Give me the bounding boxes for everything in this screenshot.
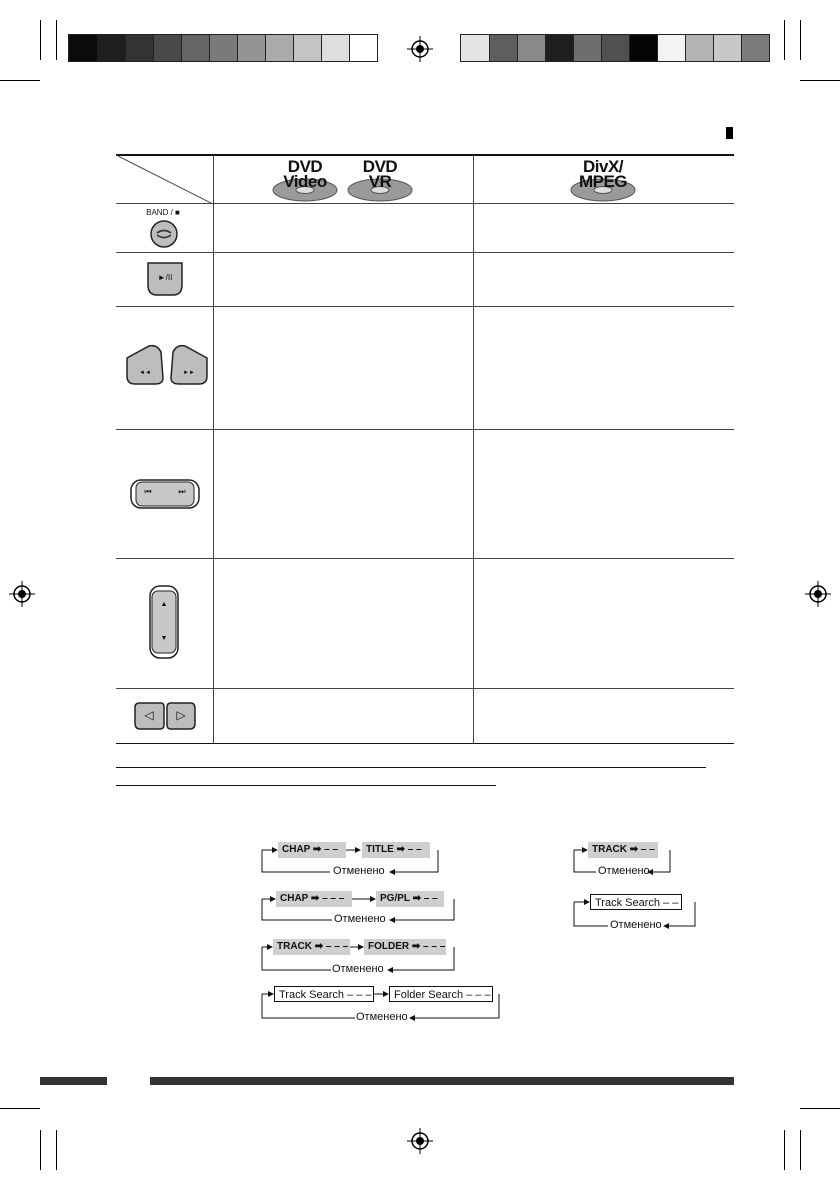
flow3-cancel-label: Отменено bbox=[332, 963, 384, 975]
dvd-video-line1: DVD bbox=[287, 157, 323, 176]
rew-label: ◄◄ bbox=[139, 370, 151, 376]
flow2-pgpl-chip: PG/PL ➡ – – bbox=[376, 891, 444, 907]
dvd-video-line2: Video bbox=[283, 172, 327, 191]
flow6-cancel-label: Отменено bbox=[610, 919, 662, 931]
flow4-track-search-chip: Track Search – – – bbox=[274, 986, 374, 1002]
flow2-chap-chip: CHAP ➡ – – – bbox=[276, 891, 352, 907]
flow4-cancel-label: Отменено bbox=[356, 1011, 408, 1023]
flow6-track-search-chip: Track Search – – bbox=[590, 894, 682, 910]
ff-label: ►► bbox=[183, 370, 195, 376]
flow1-chap-chip: CHAP ➡ – – bbox=[278, 842, 346, 858]
flow2-cancel-label: Отменено bbox=[334, 913, 386, 925]
flow1-cancel-label: Отменено bbox=[333, 865, 385, 877]
flow1-title-chip: TITLE ➡ – – bbox=[362, 842, 430, 858]
play-pause-label: ►/II bbox=[157, 273, 173, 282]
down-label: ▼ bbox=[160, 635, 168, 642]
band-stop-label: BAND / ■ bbox=[146, 208, 180, 217]
dvd-vr-line2: VR bbox=[368, 172, 392, 191]
footer-main-bar bbox=[150, 1077, 734, 1085]
dvd-vr-line1: DVD bbox=[362, 157, 398, 176]
footer-left-bar bbox=[40, 1077, 107, 1085]
next-label: ⏭ bbox=[178, 487, 186, 496]
flow5-cancel-label: Отменено bbox=[598, 865, 650, 877]
flow4-folder-search-chip: Folder Search – – – bbox=[389, 986, 493, 1002]
prev-label: ⏮ bbox=[144, 487, 152, 496]
flow5-track-chip: TRACK ➡ – – bbox=[588, 842, 658, 858]
flow3-track-chip: TRACK ➡ – – – bbox=[273, 939, 350, 955]
divx-line2: MPEG bbox=[578, 172, 628, 191]
divx-line1: DivX/ bbox=[582, 157, 624, 176]
up-label: ▲ bbox=[160, 601, 168, 608]
flow3-folder-chip: FOLDER ➡ – – – bbox=[364, 939, 446, 955]
right-label: ▷ bbox=[176, 708, 186, 722]
left-label: ◁ bbox=[144, 708, 154, 722]
